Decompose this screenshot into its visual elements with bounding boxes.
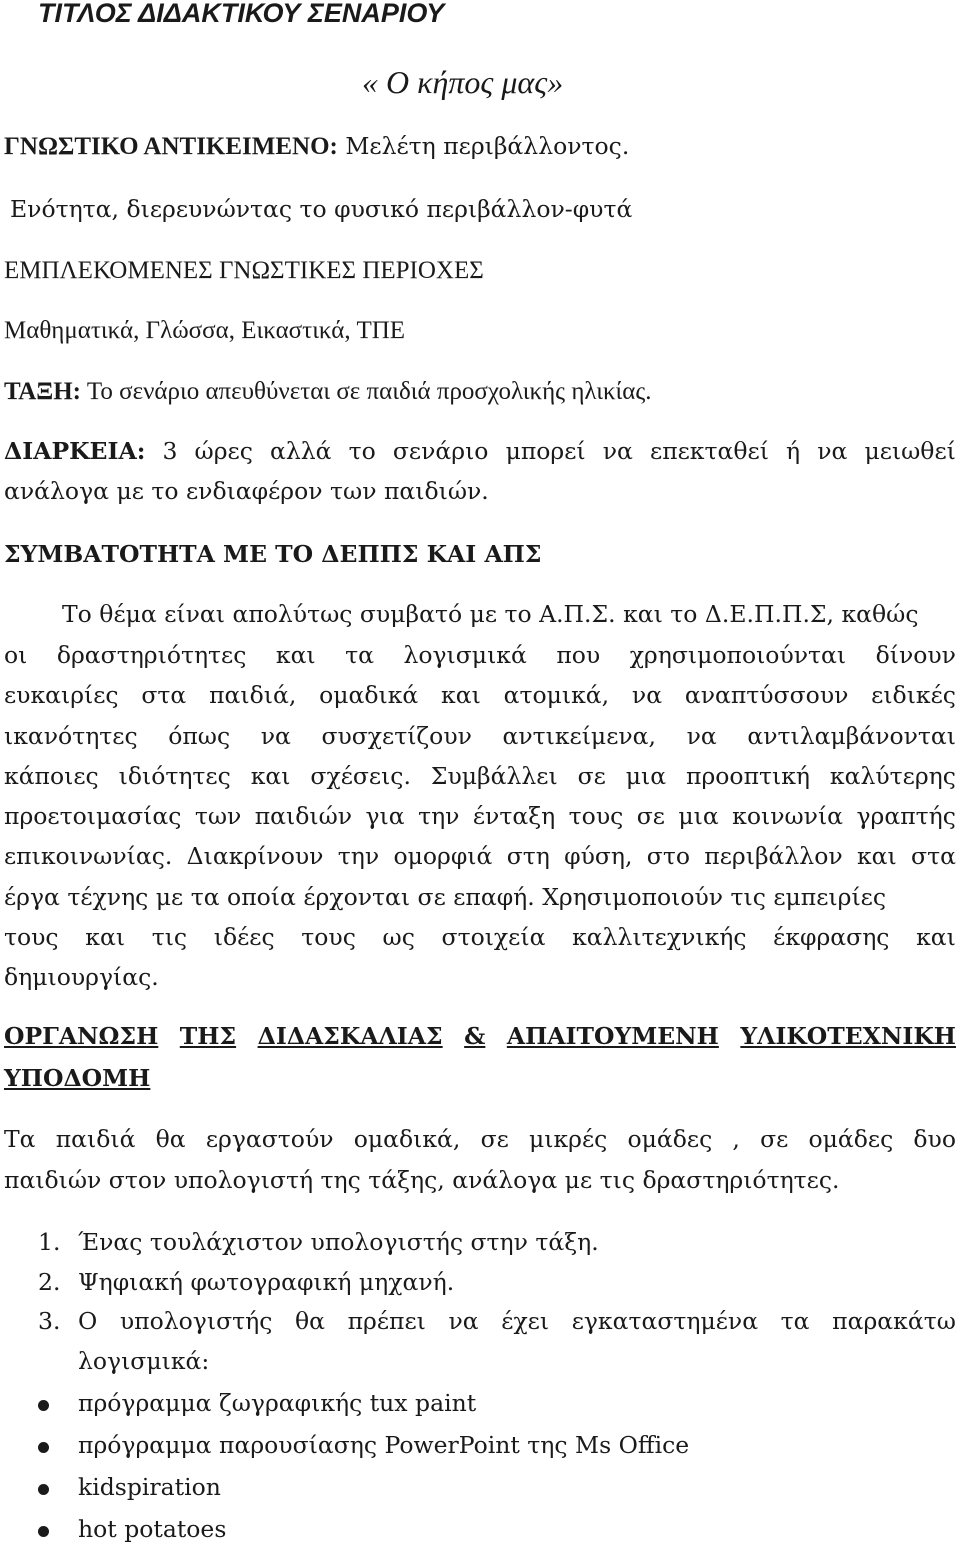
- compatibility-word: καλλιτεχνικής: [572, 923, 747, 951]
- compatibility-word: κάποιες: [4, 762, 99, 790]
- organization-para-line-1: [4, 1125, 956, 1153]
- compatibility-word: ευκαιρίες: [4, 681, 119, 709]
- list-word: παρακάτω: [832, 1307, 956, 1335]
- duration-line-1: [4, 437, 956, 465]
- compatibility-word: ικανότητες: [4, 722, 138, 750]
- organization-heading-line-2: [4, 1064, 151, 1092]
- duration-word: αλλά: [269, 437, 332, 465]
- compatibility-word: τους: [568, 802, 624, 830]
- subject-label: ΓΝΩΣΤΙΚΟ ΑΝΤΙΚΕΙΜΕΝΟ:: [4, 133, 338, 160]
- compatibility-word: στα: [911, 842, 956, 870]
- organization-word: παιδιά: [55, 1125, 136, 1153]
- duration-word: ώρες: [194, 437, 253, 465]
- compatibility-word: και: [856, 842, 897, 870]
- compatibility-word: σχέσεις.: [310, 762, 411, 790]
- bullet-icon: [38, 1484, 49, 1495]
- compatibility-word: μια: [678, 802, 719, 830]
- organization-heading-word: ΑΠΑΙΤΟΥΜΕΝΗ: [506, 1022, 719, 1050]
- bullet-icon: [38, 1442, 49, 1453]
- compatibility-word: δραστηριότητες: [56, 641, 247, 669]
- organization-word: δυο: [913, 1125, 956, 1153]
- compatibility-word: να: [260, 722, 291, 750]
- list-number: 3.: [38, 1307, 61, 1335]
- subject-value: Μελέτη περιβάλλοντος.: [337, 132, 630, 160]
- unit-line: Ενότητα, διερευνώντας το φυσικό περιβάλλον-φυτά: [10, 195, 633, 223]
- numbered-list-item: Ένας τουλάχιστον υπολογιστής στην τάξη.: [78, 1228, 599, 1256]
- compatibility-word: σε: [636, 802, 665, 830]
- compatibility-word: ομαδικά: [319, 681, 419, 709]
- related-areas-value: Μαθηματικά, Γλώσσα, Εικαστικά, ΤΠΕ: [4, 317, 406, 344]
- organization-word: ομαδικά,: [353, 1125, 461, 1153]
- compatibility-word: για: [365, 802, 405, 830]
- compatibility-word: την: [337, 842, 380, 870]
- compatibility-word: αντικείμενα,: [502, 722, 657, 750]
- bullet-icon: [38, 1400, 49, 1411]
- duration-word: σενάριο: [392, 437, 489, 465]
- compatibility-word: ως: [382, 923, 415, 951]
- bullet-list-item: hot potatoes: [78, 1515, 227, 1543]
- list-word: εγκαταστημένα: [571, 1307, 759, 1335]
- compatibility-line: [4, 842, 956, 870]
- compatibility-word: που: [556, 641, 601, 669]
- compatibility-word: και: [916, 923, 956, 951]
- organization-heading-word: &: [464, 1022, 486, 1050]
- scenario-subtitle: « Ο κήπος μας»: [362, 64, 564, 100]
- compatibility-word: και: [275, 641, 316, 669]
- organization-word: σε: [760, 1125, 789, 1153]
- compatibility-line: [4, 762, 956, 790]
- compatibility-line: [62, 600, 956, 628]
- compatibility-word: στα: [141, 681, 187, 709]
- compatibility-word: προοπτική: [686, 762, 810, 790]
- compatibility-word: σε: [577, 762, 606, 790]
- compatibility-word: τους: [301, 923, 356, 951]
- compatibility-word: στη: [506, 842, 550, 870]
- compatibility-word: ιδέες: [213, 923, 275, 951]
- compatibility-word: καλύτερης: [829, 762, 956, 790]
- compatibility-word: ειδικές: [871, 681, 956, 709]
- compatibility-word: έργα τέχνης με τα οποία έρχονται σε επαφή. Χρησιμοποιούν τις εμπειρίες: [4, 883, 886, 911]
- compatibility-word: στο: [646, 842, 690, 870]
- compatibility-word: προετοιμασίας: [4, 802, 182, 830]
- compatibility-word: την: [418, 802, 460, 830]
- duration-line-2: ανάλογα με το ενδιαφέρον των παιδιών.: [4, 477, 489, 505]
- compatibility-line: [4, 963, 159, 991]
- duration-word: να: [817, 437, 848, 465]
- compatibility-line: [4, 641, 956, 669]
- bullet-list-item: πρόγραμμα ζωγραφικής tux paint: [78, 1389, 477, 1417]
- compatibility-word: όπως: [168, 722, 231, 750]
- compatibility-line: [4, 923, 956, 951]
- duration-word: 3: [162, 437, 178, 465]
- organization-word: ομάδες: [627, 1125, 713, 1153]
- organization-heading-line-1: [4, 1022, 956, 1050]
- compatibility-line: [4, 802, 956, 830]
- list-word: πρέπει: [347, 1307, 426, 1335]
- grade-label: ΤΑΞΗ:: [4, 378, 82, 405]
- list-word: έχει: [501, 1307, 550, 1335]
- compatibility-word: κοινωνία: [732, 802, 844, 830]
- compatibility-word: αντιλαμβάνονται: [747, 722, 956, 750]
- duration-word: μειωθεί: [864, 437, 956, 465]
- compatibility-word: παιδιών: [254, 802, 353, 830]
- compatibility-word: και: [250, 762, 291, 790]
- compatibility-word: δίνουν: [875, 641, 956, 669]
- compatibility-word: περιβάλλον: [704, 842, 843, 870]
- compatibility-word: αναπτύσσουν: [684, 681, 849, 709]
- compatibility-word: ομορφιά: [393, 842, 493, 870]
- organization-word: ,: [732, 1125, 740, 1153]
- organization-heading-word: ΔΙΔΑΣΚΑΛΙΑΣ: [257, 1022, 443, 1050]
- duration-word: μπορεί: [505, 437, 586, 465]
- list-word: να: [448, 1307, 479, 1335]
- document-title: ΤΙΤΛΟΣ ΔΙΔΑΚΤΙΚΟΥ ΣΕΝΑΡΙΟΥ: [38, 0, 445, 28]
- compatibility-word: και: [85, 923, 126, 951]
- compatibility-word: οι: [4, 641, 28, 669]
- bullet-list-item: kidspiration: [78, 1473, 221, 1501]
- compatibility-word: ένταξη: [472, 802, 556, 830]
- organization-para-line-2: παιδιών στον υπολογιστή της τάξης, ανάλογα με τις δραστηριότητες.: [4, 1166, 840, 1194]
- compatibility-word: ιδιότητες: [118, 762, 231, 790]
- compatibility-word: ατομικά,: [503, 681, 610, 709]
- compatibility-word: Το θέμα είναι απολύτως συμβατό με το Α.Π.Σ. και το Δ.Ε.Π.Π.Σ, καθώς: [62, 600, 919, 628]
- compatibility-word: γραπτής: [856, 802, 956, 830]
- duration-label: ΔΙΑΡΚΕΙΑ:: [4, 437, 146, 465]
- compatibility-line: [4, 883, 886, 911]
- list-word: υπολογιστής: [119, 1307, 273, 1335]
- duration-word: να: [602, 437, 633, 465]
- compatibility-word: φύση,: [564, 842, 633, 870]
- list-word: Ο: [78, 1307, 98, 1335]
- compatibility-word: των: [194, 802, 242, 830]
- organization-heading-word: ΤΗΣ: [179, 1022, 237, 1050]
- compatibility-word: δημιουργίας.: [4, 963, 159, 991]
- organization-heading-word: ΥΠΟΔΟΜΗ: [4, 1064, 151, 1092]
- list-word: θα: [294, 1307, 325, 1335]
- organization-word: θα: [155, 1125, 186, 1153]
- organization-word: μικρές: [528, 1125, 608, 1153]
- duration-word: επεκταθεί: [650, 437, 769, 465]
- compatibility-line: [4, 722, 956, 750]
- organization-heading-word: ΥΛΙΚΟΤΕΧΝΙΚΗ: [740, 1022, 956, 1050]
- duration-word: το: [348, 437, 376, 465]
- numbered-list-item: Ψηφιακή φωτογραφική μηχανή.: [78, 1268, 455, 1296]
- compatibility-word: τους: [4, 923, 59, 951]
- compatibility-word: λογισμικά: [403, 641, 527, 669]
- compatibility-word: συσχετίζουν: [321, 722, 472, 750]
- compatibility-word: τις: [151, 923, 188, 951]
- compatibility-heading: ΣΥΜΒΑΤΟΤΗΤΑ ΜΕ ΤΟ ΔΕΠΠΣ ΚΑΙ ΑΠΣ: [4, 540, 542, 568]
- grade-line: [4, 379, 652, 404]
- compatibility-word: επικοινωνίας.: [4, 842, 173, 870]
- list-number: 1.: [38, 1228, 61, 1256]
- compatibility-word: παιδιά,: [209, 681, 297, 709]
- grade-value: Το σενάριο απευθύνεται σε παιδιά προσχολικής ηλικίας.: [81, 378, 652, 405]
- compatibility-word: τα: [345, 641, 374, 669]
- related-areas-heading: ΕΜΠΛΕΚΟΜΕΝΕΣ ΓΝΩΣΤΙΚΕΣ ΠΕΡΙΟΧΕΣ: [4, 257, 484, 284]
- numbered-list-item-continued: λογισμικά:: [78, 1347, 210, 1375]
- organization-word: Τα: [4, 1125, 36, 1153]
- compatibility-word: να: [631, 681, 663, 709]
- organization-word: ομάδες: [808, 1125, 894, 1153]
- numbered-list-item: [78, 1307, 956, 1335]
- compatibility-word: έκφρασης: [773, 923, 890, 951]
- list-number: 2.: [38, 1268, 61, 1296]
- organization-word: εργαστούν: [205, 1125, 334, 1153]
- organization-word: σε: [480, 1125, 509, 1153]
- compatibility-word: χρησιμοποιούνται: [629, 641, 847, 669]
- bullet-list-item: πρόγραμμα παρουσίασης PowerPoint της Ms Office: [78, 1431, 690, 1459]
- duration-word: ή: [786, 437, 801, 465]
- compatibility-word: να: [686, 722, 717, 750]
- compatibility-word: και: [441, 681, 481, 709]
- compatibility-line: [4, 681, 956, 709]
- compatibility-word: Διακρίνουν: [186, 842, 324, 870]
- compatibility-word: μια: [625, 762, 667, 790]
- bullet-icon: [38, 1526, 49, 1537]
- list-word: τα: [780, 1307, 810, 1335]
- compatibility-word: Συμβάλλει: [430, 762, 558, 790]
- compatibility-word: στοιχεία: [441, 923, 546, 951]
- organization-heading-word: ΟΡΓΑΝΩΣΗ: [4, 1022, 159, 1050]
- subject-line: [4, 134, 629, 159]
